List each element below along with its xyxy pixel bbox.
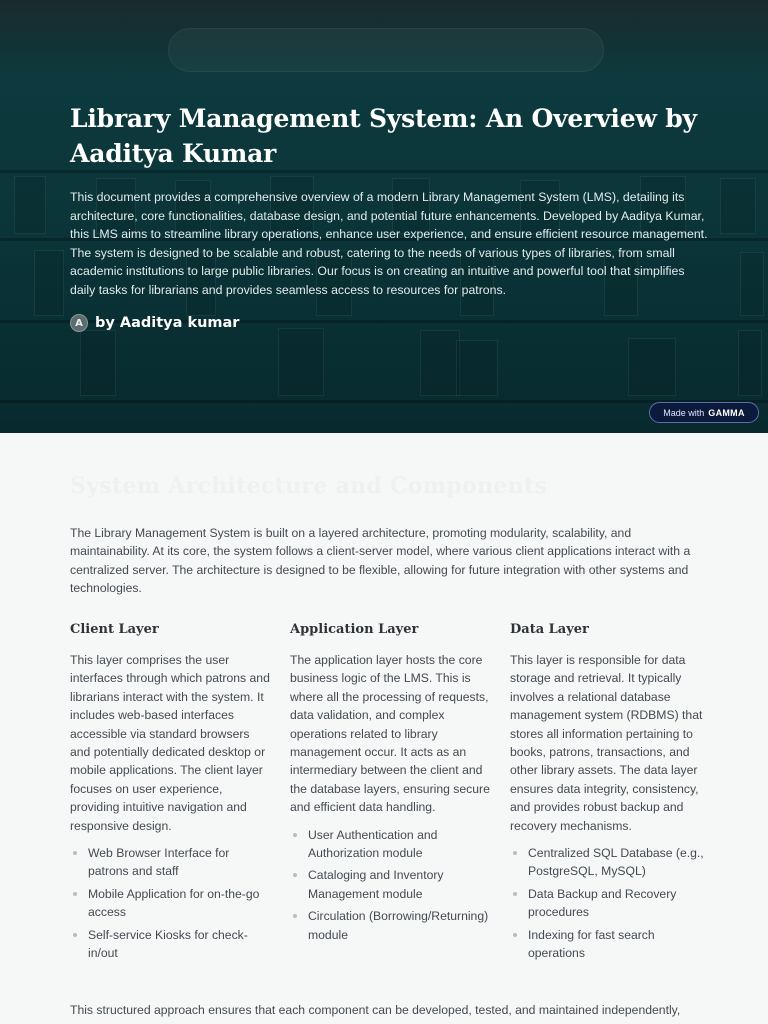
application-layer-column: [290, 622, 490, 948]
list-item: Centralized SQL Database (e.g., PostgreSQL, MySQL): [510, 844, 705, 881]
column-body: The application layer hosts the core business logic of the LMS. This is where all the processing of requests, data validation, and complex operations related to library management occur. It acts as an intermediary between the client and the database layers, ensuring secure and efficient data handling.: [290, 653, 490, 815]
made-with-gamma-badge[interactable]: [649, 402, 759, 423]
bullet-icon: [513, 933, 517, 937]
list-item: Circulation (Borrowing/Returning) module: [290, 907, 490, 944]
client-layer-column: [70, 622, 270, 967]
list-item: Web Browser Interface for patrons and staff: [70, 844, 270, 881]
column-title: Application Layer: [290, 622, 419, 637]
column-title: Data Layer: [510, 622, 589, 637]
section-outro: This structured approach ensures that each component can be developed, tested, and maintained independently,: [70, 1003, 681, 1017]
bullet-icon: [293, 914, 297, 918]
list-item: Cataloging and Inventory Management module: [290, 866, 490, 903]
list-item: User Authentication and Authorization module: [290, 826, 490, 863]
bullet-icon: [513, 851, 517, 855]
list-item: Mobile Application for on-the-go access: [70, 885, 270, 922]
hero-banner: [0, 0, 768, 433]
bullet-icon: [293, 873, 297, 877]
column-list: [70, 844, 270, 962]
bullet-icon: [513, 892, 517, 896]
section-intro: The Library Management System is built on a layered architecture, promoting modularity, scalability, and maintainability. At its core, the system follows a client-server model, where various client applications interact with a centralized server. The architecture is designed to be flexible, allowing for future integration with other systems and technologies.: [70, 526, 691, 596]
list-item: Data Backup and Recovery procedures: [510, 885, 705, 922]
column-body: This layer is responsible for data storage and retrieval. It typically involves a relational database management system (RDBMS) that stores all information pertaining to books, patrons, transactions, and other library assets. The data layer ensures data integrity, consistency, and provides robust backup and recovery mechanisms.: [510, 653, 703, 833]
author-byline[interactable]: [70, 311, 239, 335]
bullet-icon: [73, 892, 77, 896]
bullet-icon: [293, 833, 297, 837]
architecture-section: [0, 433, 768, 1024]
data-layer-column: [510, 622, 705, 967]
gamma-logo: GAMMA: [708, 407, 745, 418]
bullet-icon: [73, 933, 77, 937]
page-title: Library Management System: An Overview by Aaditya Kumar: [70, 104, 697, 168]
section-title: System Architecture and Components: [70, 473, 548, 499]
column-list: [510, 844, 705, 962]
column-title: Client Layer: [70, 622, 159, 637]
list-item: Indexing for fast search operations: [510, 926, 705, 963]
column-list: [290, 826, 490, 944]
bullet-icon: [73, 851, 77, 855]
avatar: A: [70, 314, 88, 332]
list-item: Self-service Kiosks for check-in/out: [70, 926, 270, 963]
author-name: by Aaditya kumar: [95, 315, 240, 331]
column-body: This layer comprises the user interfaces through which patrons and librarians interact with the system. It includes web-based interfaces accessible via standard browsers and potentially dedicated desktop or mobile applications. The client layer focuses on user experience, providing intuitive navigation and responsive design.: [70, 653, 270, 833]
blurred-search-bar: [168, 28, 604, 72]
badge-prefix: Made with: [663, 407, 705, 418]
hero-description: This document provides a comprehensive overview of a modern Library Management System (LMS), detailing its architecture, core functionalities, database design, and potential future enhancements. Developed by Aaditya Kumar, this LMS aims to streamline library operations, enhance user experience, and ensure efficient resource management. The system is designed to be scalable and robust, catering to the needs of various types of libraries, from small academic institutions to large public libraries. Our focus is on creating an intuitive and powerful tool that simplifies daily tasks for librarians and provides seamless access to resources for patrons.: [70, 190, 708, 297]
